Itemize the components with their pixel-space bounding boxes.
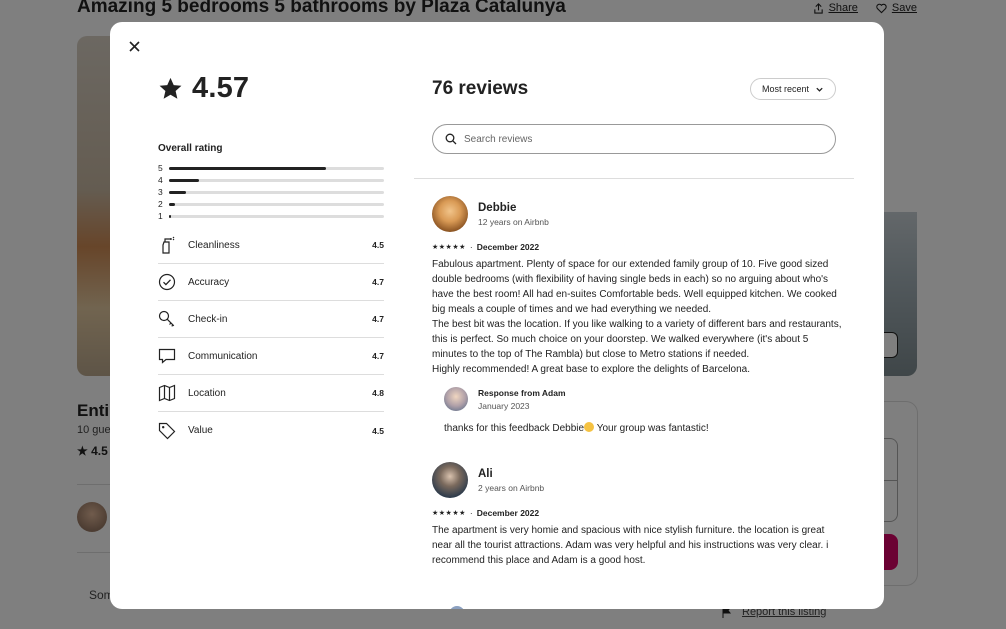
chevron-down-icon [815,85,824,94]
host-avatar[interactable] [444,387,468,411]
rating-summary [158,72,384,449]
close-icon [129,41,140,52]
category-value: 4.7 [372,277,384,287]
review-meta [432,508,842,518]
category-ratings [158,227,384,449]
next-response-avatar [449,606,465,609]
review-text [432,257,842,377]
search-reviews-field[interactable] [432,124,836,154]
review-header [432,462,842,498]
reviews-modal [110,22,884,609]
category-name: Cleanliness [188,239,240,251]
category-name: Accuracy [188,276,230,288]
category-check-in [158,301,384,338]
review-header [432,196,842,232]
review-text [432,523,842,568]
review-item [432,462,842,568]
category-value: 4.7 [372,314,384,324]
reviews-list [432,196,842,594]
divider [414,178,854,179]
rating-bar-track [169,191,384,194]
rating-bar-fill [169,203,175,206]
rating-bar-fill [169,215,171,218]
rating-bar-fill [169,167,326,170]
review-stars: ★★★★★ [432,244,466,251]
rating-bar-track [169,215,384,218]
rating-bar-track [169,179,384,182]
review-date: December 2022 [476,242,540,252]
category-value: 4.5 [372,425,384,436]
response-text-part: thanks for this feedback Debbie [444,423,585,434]
response-title: Response from Adam [478,387,566,398]
review-stars: ★★★★★ [432,510,466,517]
response-text-part: Your group was fantastic! [594,423,709,434]
category-name: Value [188,425,213,436]
review-paragraph: Fabulous apartment. Plenty of space for our extended family group of 10. Five good sized double bedrooms (with flexibility of having single beds in each) so no arguing about who's have the best room! All had en-suites Comfortable beds. Well equipped kitchen. We cooked big meals a couple of times and we had everything we needed. [432,259,837,315]
tag-icon [158,422,176,440]
meta-separator: · [469,508,473,518]
review-paragraph: Highly recommended! A great base to explore the delights of Barcelona. [432,364,750,375]
category-value: 4.5 [372,240,384,250]
category-communication [158,338,384,375]
response-text [444,421,842,436]
reviews-panel [414,22,884,609]
rating-bar-label: 1 [158,211,163,221]
sort-dropdown[interactable] [750,78,836,100]
category-cleanliness [158,227,384,264]
sort-label: Most recent [761,84,810,94]
rating-distribution [158,162,384,222]
search-icon [445,133,457,145]
rating-bar-label: 2 [158,199,163,209]
close-button[interactable] [124,36,144,56]
rating-bar-track [169,203,384,206]
overall-rating-title: Overall rating [158,143,223,154]
check-circle-icon [158,273,176,291]
review-paragraph: The apartment is very homie and spacious with nice stylish furniture. the location is great near all the tourist attractions. Adam was very helpful and his instructions was very clear. i recommend this place and Adam is a good host. [432,525,829,566]
key-icon [158,310,176,328]
search-input[interactable] [464,134,804,145]
category-value: 4.8 [372,388,384,398]
reviewer-avatar[interactable] [432,196,468,232]
rating-bar-1 [158,210,384,222]
category-location [158,375,384,412]
message-bubble-icon [158,347,176,365]
reviewer-tenure: 12 years on Airbnb [478,216,549,227]
category-accuracy [158,264,384,301]
rating-bar-label: 5 [158,163,163,173]
review-paragraph: The best bit was the location. If you like walking to a variety of different bars and restaurants, this is perfect. So much choice on your doorstep. We walked everywhere (it's about 5 minutes to the top of The Rambla) but close to Metro stations if needed. [432,319,842,360]
rating-bar-track [169,167,384,170]
category-value: 4.7 [372,351,384,361]
category-name: Communication [188,350,258,362]
review-date: December 2022 [476,508,540,518]
reviewer-name: Debbie [478,201,517,214]
rating-bar-4 [158,174,384,186]
host-response [444,387,842,436]
rating-bar-label: 3 [158,187,163,197]
response-date: January 2023 [478,400,530,411]
review-item [432,196,842,436]
response-header [444,387,842,411]
smile-emoji-icon [584,422,594,432]
category-name: Check-in [188,313,228,325]
spray-bottle-icon [158,236,176,254]
overall-rating-value: 4.57 [192,72,250,104]
reviewer-tenure: 2 years on Airbnb [478,482,545,493]
review-meta [432,242,842,252]
rating-bar-3 [158,186,384,198]
category-value [158,412,384,449]
reviews-count: 76 reviews [432,78,529,99]
category-name: Location [188,387,226,399]
star-icon [158,76,183,101]
meta-separator: · [469,242,473,252]
reviewer-avatar[interactable] [432,462,468,498]
reviewer-name: Ali [478,467,493,480]
overall-rating-header [158,72,384,105]
rating-bar-fill [169,179,199,182]
rating-bar-2 [158,198,384,210]
rating-bar-label: 4 [158,175,163,185]
map-icon [158,384,176,402]
rating-bar-fill [169,191,186,194]
rating-bar-5 [158,162,384,174]
